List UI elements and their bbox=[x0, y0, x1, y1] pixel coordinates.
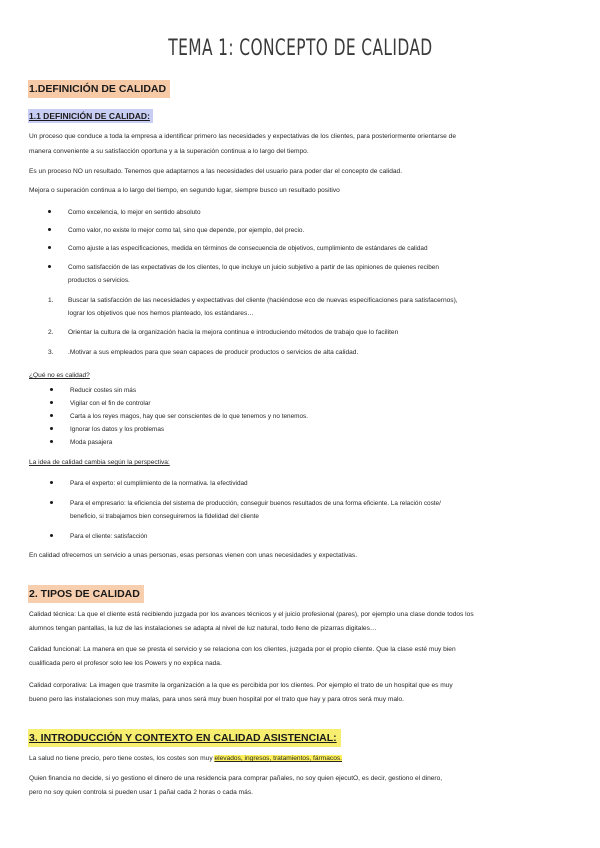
paragraph-financing-line2: pero no soy quien controla si pueden usar 1 pañal cada 2 horas o cada más. bbox=[29, 789, 253, 796]
que-no-heading: ¿Qué no es calidad? bbox=[29, 372, 90, 379]
section-1-heading: 1.DEFINICIÓN DE CALIDAD bbox=[28, 80, 170, 98]
perspective-heading: La idea de calidad cambia según la perspectiva: bbox=[29, 459, 170, 466]
paragraph-financing-line1: Quien financia no decide, si yo gestiono el dinero de una residencia para comprar pañales, no soy quien ejecutO, es decir, gestiono el dinero, bbox=[29, 775, 443, 782]
paragraph-corporate-quality-line2: bueno pero las instalaciones son muy malas, para unos será muy buen hospital por el trato que hay y para otros será muy malo. bbox=[29, 696, 404, 703]
bullet-icon bbox=[48, 210, 51, 213]
section-2-heading: 2. TIPOS DE CALIDAD bbox=[28, 585, 144, 603]
paragraph-improvement: Mejora o superación continua a lo largo del tiempo, en segundo lugar, siempre busco un resultado positivo bbox=[29, 187, 340, 194]
bullet-icon bbox=[50, 414, 53, 417]
paragraph-process: Es un proceso NO un resultado. Tenemos que adaptarnos a las necesidades del usuario para poder dar el concepto de calidad. bbox=[29, 168, 403, 175]
paragraph-definition-line1: Un proceso que conduce a toda la empresa a identificar primero las necesidades y expectativas de los clientes, para posteriormente orientarse de bbox=[29, 133, 457, 140]
paragraph-technical-quality-line1: Calidad técnica: La que el cliente está recibiendo juzgada por los avances técnicos y el juicio profesional (pares), por ejemplo una clase donde todos los bbox=[29, 611, 474, 618]
bullet-icon bbox=[50, 401, 53, 404]
bullet-icon bbox=[50, 388, 53, 391]
bullet-icon bbox=[50, 427, 53, 430]
paragraph-definition-line2: manera conveniente a su satisfacción oportuna y a la superación continua a lo largo del tiempo. bbox=[29, 148, 309, 155]
subsection-1-1-heading: 1.1 DEFINICIÓN DE CALIDAD: bbox=[28, 109, 153, 123]
bullet-icon bbox=[50, 501, 53, 504]
bullet-icon bbox=[50, 534, 53, 537]
bullet-icon bbox=[50, 481, 53, 484]
section-3-heading: 3. INTRODUCCIÓN Y CONTEXTO EN CALIDAD ASISTENCIAL: bbox=[28, 729, 341, 747]
bullet-icon bbox=[50, 440, 53, 443]
paragraph-health-cost: La salud no tiene precio, pero tiene costes, los costes son muy elevados, ingresos, tratamientos, fármacos. bbox=[29, 755, 343, 762]
document-title: TEMA 1: CONCEPTO DE CALIDAD bbox=[167, 36, 433, 61]
paragraph-functional-quality-line1: Calidad funcional: La manera en que se presta el servicio y se relaciona con los clientes, juzgada por el propio cliente. Que la clase esté muy bien bbox=[29, 646, 456, 653]
paragraph-closing: En calidad ofrecemos un servicio a unas personas, esas personas vienen con unas necesidades y expectativas. bbox=[29, 552, 358, 559]
bullet-icon bbox=[48, 228, 51, 231]
bullet-icon bbox=[48, 246, 51, 249]
bullet-icon bbox=[48, 265, 51, 268]
paragraph-technical-quality-line2: alumnos tengan pantallas, la luz de las instalaciones se adapta al nivel de luz natural, todo lleno de pizarras digitales… bbox=[29, 625, 377, 632]
paragraph-corporate-quality-line1: Calidad corporativa: La imagen que trasmite la organización a la que es percibida por los clientes. Por ejemplo el trato de un hospital que es muy bbox=[29, 682, 453, 689]
document-page: TEMA 1: CONCEPTO DE CALIDAD 1.DEFINICIÓN DE CALIDAD 1.1 DEFINICIÓN DE CALIDAD: Un proceso que conduce a toda la empresa a identificar primero las necesidades y expectativas de los clientes, para posteriormente orientarse de manera conveniente a su satisfacción oportuna y a la superación continua a lo largo del tiempo. Es un proceso NO un resultado. Tenemos que adaptarnos a las necesidades del usuario para poder dar el concepto de calidad. Mejora o superación continua a lo largo del tiempo, en segundo lugar, siempre busco un resultado positivo Como excelencia, lo mejor en sentido absoluto Como valor, no existe lo mejor como tal, sino que depende, por ejemplo, del precio. Como ajuste a las especificaciones, medida en términos de consecuencia de objetivos, cumplimiento de estándares de calidad Como satisfacción de las expectativas de los clientes, lo que incluye un juicio subjetivo a partir de las opiniones de quienes reciben productos o servicios. 1. Buscar la satisfacción de las necesidades y expectativas del cliente (haciéndose eco de nuevas especificaciones para satisfacernos), lograr los objetivos que nos hemos planteado, los estándares… 2. Orientar la cultura de la organización hacia la mejora continua e introduciendo métodos de trabajo que lo faciliten 3. .Motivar a sus empleados para que sean capaces de producir productos o servicios de alta calidad. ¿Qué no es calidad? Reducir costes sin más Vigilar con el fin de controlar Carta a los reyes magos, hay que ser conscientes de lo que tenemos y no tenemos. Ignorar los datos y los problemas Moda pasajera La idea de calidad cambia según la perspectiva: Para el experto: el cumplimiento de la normativa. la efectividad Para el empresario: la eficiencia del sistema de producción, conseguir buenos resultados de una forma eficiente. La relación coste/ beneficio, si trabajamos bien conseguiremos la fidelidad del cliente Para el cliente: satisfacción En calidad ofrecemos un servicio a unas personas, esas personas vienen con unas necesidades y expectativas. 2. TIPOS DE CALIDAD Calidad técnica: La que el cliente está recibiendo juzgada por los avances técnicos y el juicio profesional (pares), por ejemplo una clase donde todos los alumnos tengan pantallas, la luz de las instalaciones se adapta al nivel de luz natural, todo lleno de pizarras digitales… Calidad funcional: La manera en que se presta el servicio y se relaciona con los clientes, juzgada por el propio cliente. Que la clase esté muy bien cualificada pero el profesor solo lee los Powers y no explica nada. Calidad corporativa: La imagen que trasmite la organización a la que es percibida por los clientes. Por ejemplo el trato de un hospital que es muy bueno pero las instalaciones son muy malas, para unos será muy buen hospital por el trato que hay y para otros será muy malo. 3. INTRODUCCIÓN Y CONTEXTO EN CALIDAD ASISTENCIAL: La salud no tiene precio, pero tiene costes, los costes son muy elevados, ingresos, tratamientos, fármacos. Quien financia no decide, si yo gestiono el dinero de una residencia para comprar pañales, no soy quien ejecutO, es decir, gestiono el dinero, pero no soy quien controla si pueden usar 1 pañal cada 2 horas o cada más. bbox=[0, 0, 600, 848]
paragraph-functional-quality-line2: cualificada pero el profesor solo lee los Powers y no explica nada. bbox=[29, 660, 222, 667]
